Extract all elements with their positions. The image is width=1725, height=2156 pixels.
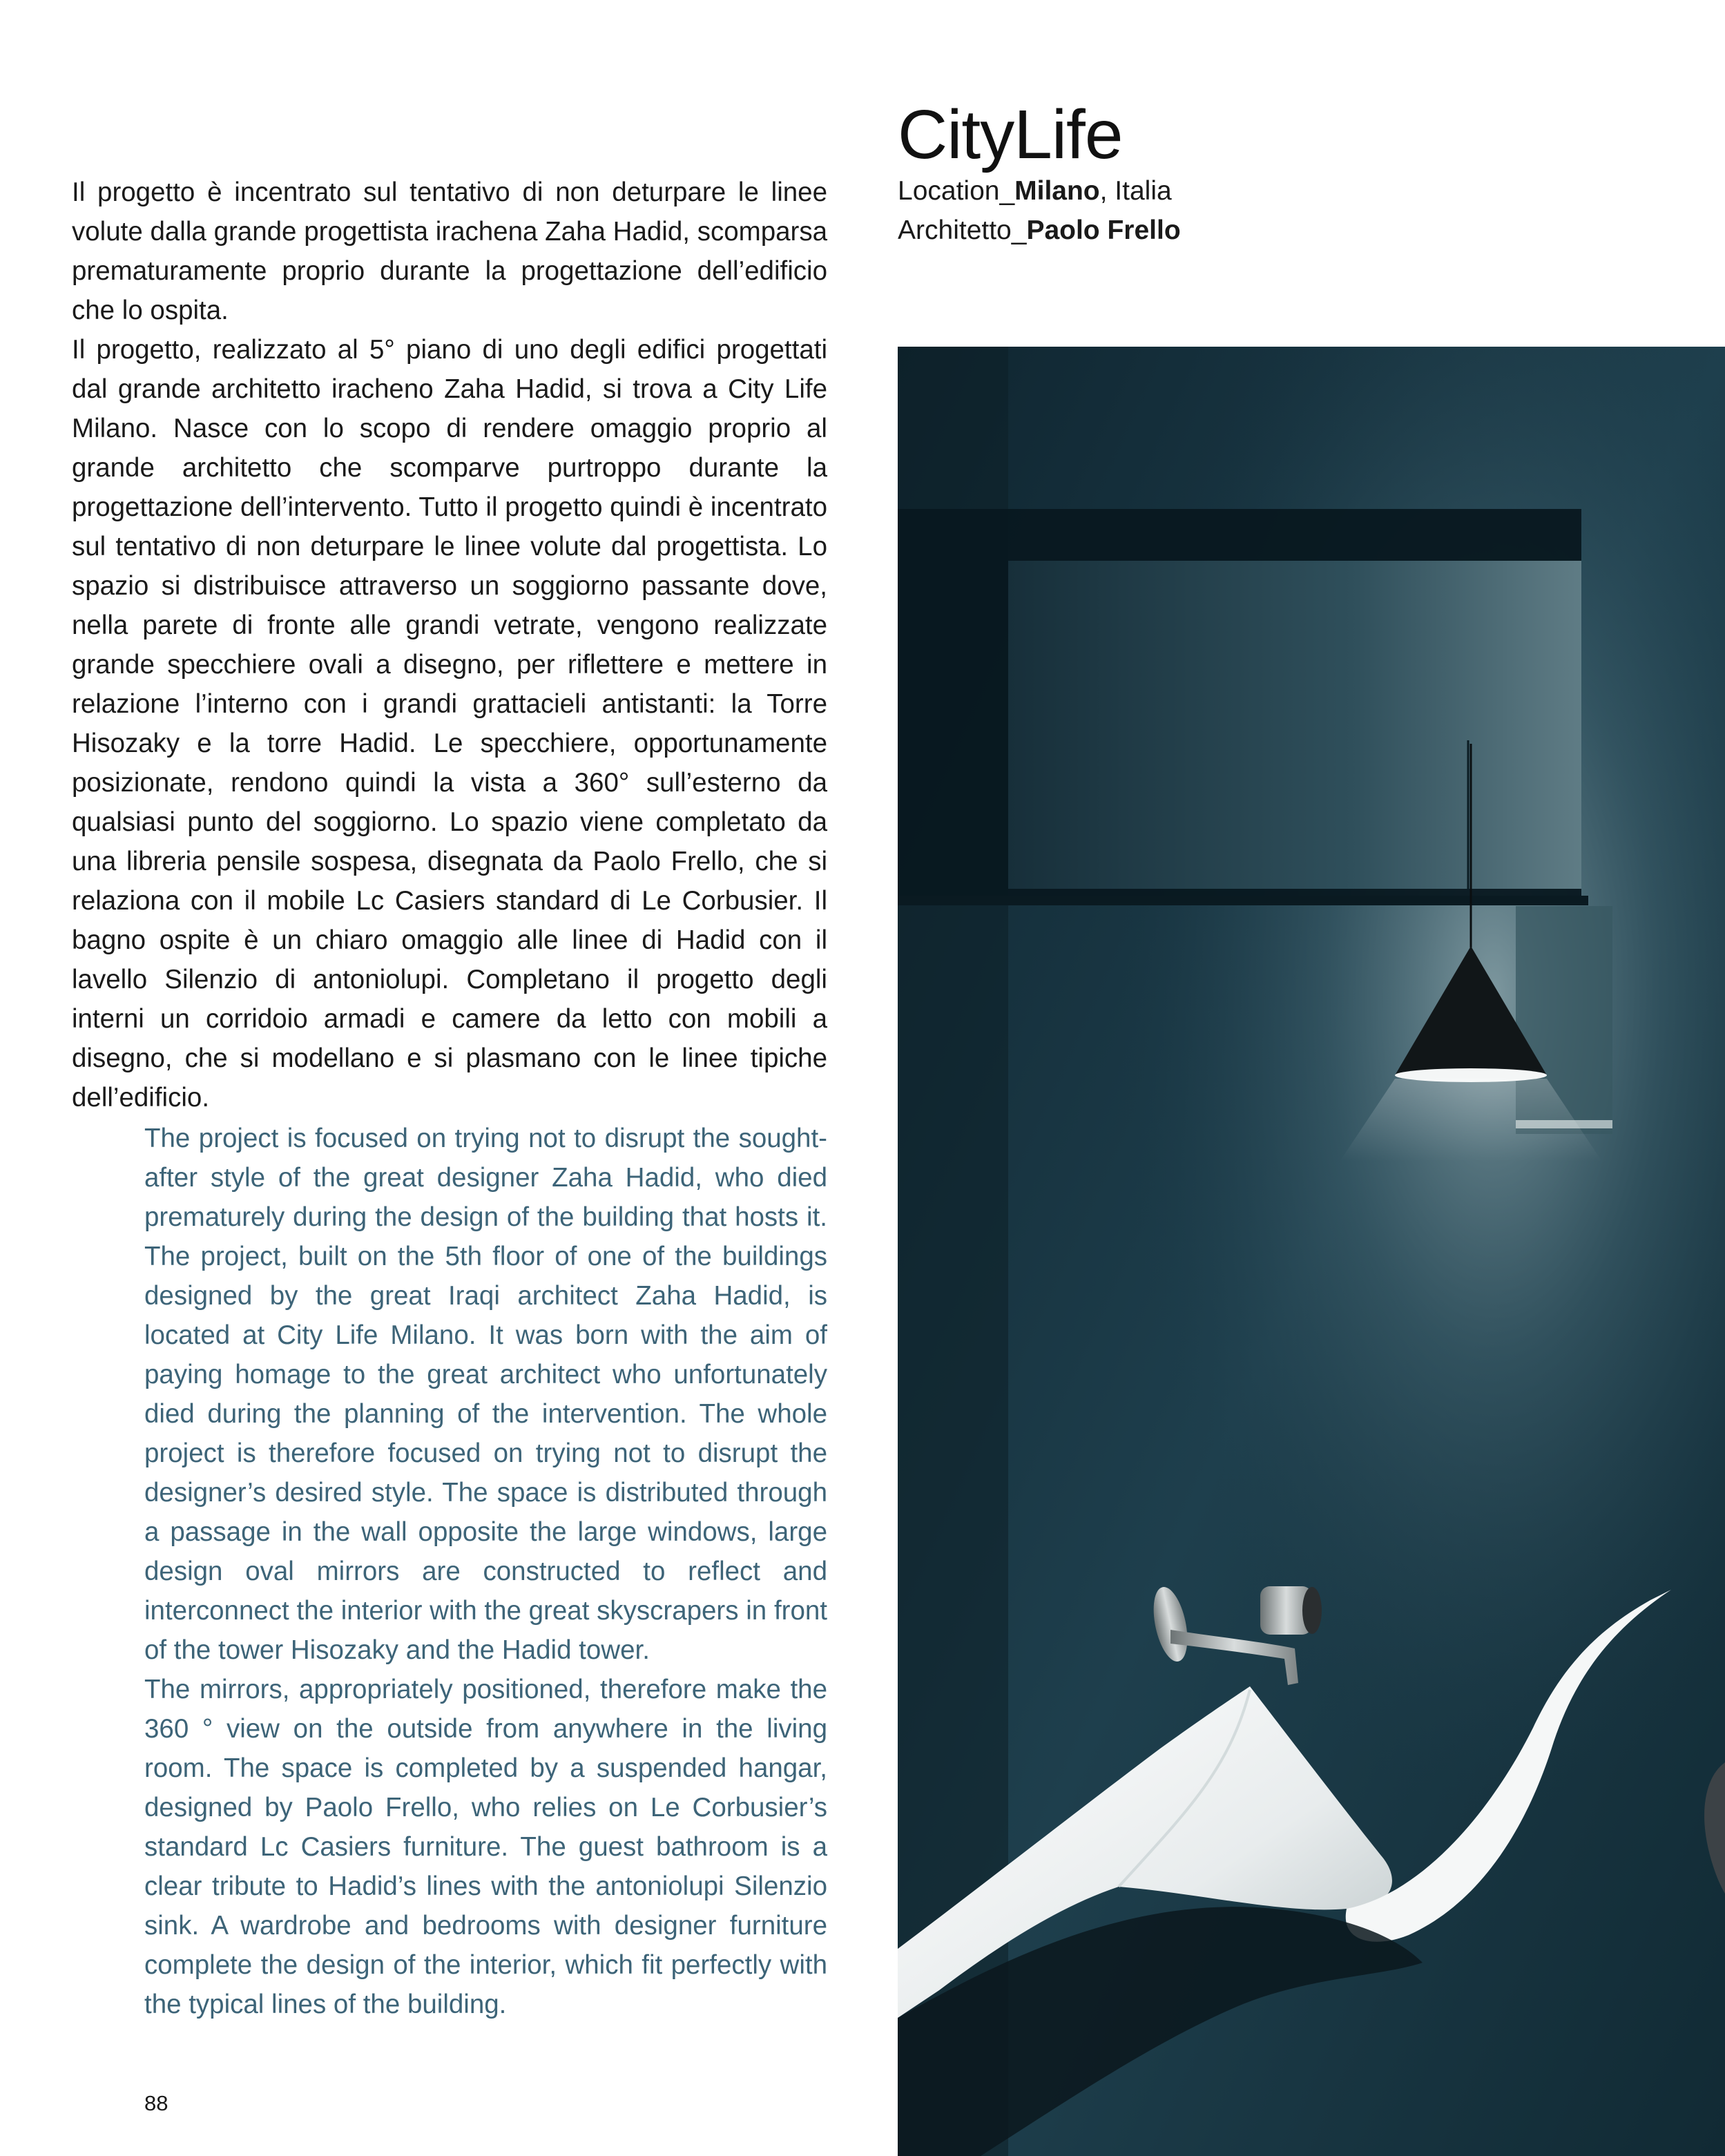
page-number: 88 <box>144 2091 168 2115</box>
mirror <box>898 509 1588 905</box>
project-meta <box>898 171 1181 250</box>
italian-paragraph-2: Il progetto, realizzato al 5° piano di uno degli edifici progettati dal grande architetto iracheno Zaha Hadid, si trova a City Life Milano. Nasce con lo scopo di rendere omaggio proprio al grande architetto che scomparve purtroppo durante la progettazione dell’intervento. Tutto il progetto quindi è incentrato sul tentativo di non deturpare le linee volute dal progettista. Lo spazio si distribuisce attraverso un soggiorno passante dove, nella parete di fronte alle grandi vetrate, vengono realizzate grande specchiere ovali a disegno, per riflettere e mettere in relazione l’interno con i grandi grattacieli antistanti: la Torre Hisozaky e la torre Hadid. Le specchiere, opportunamente posizionate, rendono quindi la vista a 360° sull’esterno da qualsiasi punto del soggiorno. Lo spazio viene completato da una libreria pensile sospesa, disegnata da Paolo Frello, che si relaziona con il mobile Lc Casiers standard di Le Corbusier. Il bagno ospite è un chiaro omaggio alle linee di Hadid con il lavello Silenzio di antoniolupi. Completano il progetto degli interni un corridoio armadi e camere da letto con mobili a disegno, che si modellano e si plasmano con le linee tipiche dell’edificio. <box>72 335 827 1113</box>
architect-label: Architetto_ <box>898 215 1027 245</box>
architect-name: Paolo Frello <box>1026 215 1181 245</box>
italian-paragraph-1: Il progetto è incentrato sul tentativo di non deturpare le linee volute dalla grande progettista irachena Zaha Hadid, scomparsa prematuramente proprio durante la progettazione dell’edificio che lo ospita. <box>72 177 827 325</box>
english-paragraph-1: The project is focused on trying not to disrupt the sought-after style of the great designer Zaha Hadid, who died prematurely during the design of the building that hosts it. The project, built on the 5th floor of one of the buildings designed by the great Iraqi architect Zaha Hadid, is located at City Life Milano. It was born with the aim of paying homage to the great architect who unfortunately died during the planning of the intervention. The whole project is therefore focused on trying not to disrupt the designer’s desired style. The space is distributed through a passage in the wall opposite the large windows, large design oval mirrors are constructed to reflect and interconnect the interior with the great skyscrapers in front of the tower Hisozaky and the Hadid tower. <box>144 1124 827 1665</box>
bathroom-photo-illustration <box>898 347 1725 2156</box>
bathroom-photo <box>898 347 1725 2156</box>
page-title: CityLife <box>898 96 1123 173</box>
location-line <box>898 171 1181 211</box>
location-country: , Italia <box>1099 176 1172 206</box>
architect-line <box>898 211 1181 250</box>
location-label: Location_ <box>898 176 1015 206</box>
english-body-text <box>144 1119 827 2024</box>
location-city: Milano <box>1014 176 1100 206</box>
italian-body-text <box>72 173 827 1117</box>
english-paragraph-2: The mirrors, appropriately positioned, therefore make the 360 ° view on the outside from anywhere in the living room. The space is completed by a suspended hangar, designed by Paolo Frello, who relies on Le Corbusier’s standard Lc Casiers furniture. The guest bathroom is a clear tribute to Hadid’s lines with the antoniolupi Silenzio sink. A wardrobe and bedrooms with designer furniture complete the design of the interior, which fit perfectly with the typical lines of the building. <box>144 1675 827 2019</box>
